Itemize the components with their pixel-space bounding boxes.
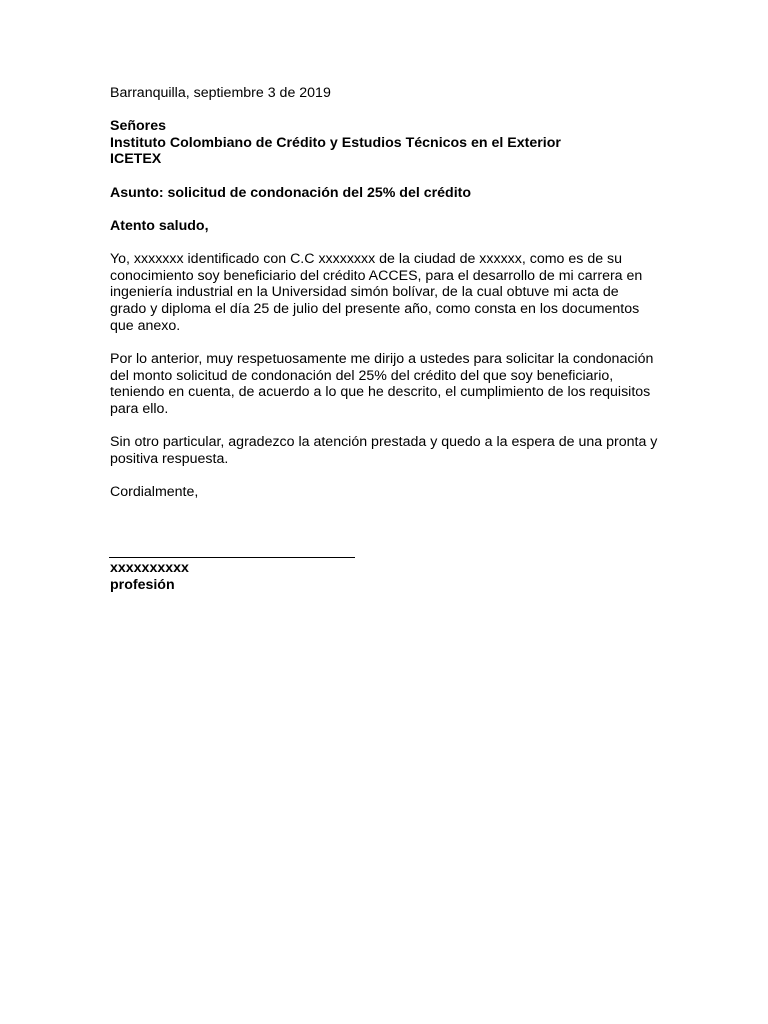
- paragraph-line: positiva respuesta.: [110, 450, 229, 467]
- body-paragraph-2: [110, 351, 670, 418]
- letter-subject: Asunto: solicitud de condonación del 25% del crédito: [110, 185, 472, 201]
- paragraph-line: para ello.: [110, 401, 169, 418]
- paragraph-line: ingeniería industrial en la Universidad simón bolívar, de la cual obtuve mi acta de: [110, 284, 619, 301]
- recipient-acronym: ICETEX: [110, 151, 162, 168]
- recipient-block: [110, 118, 670, 168]
- body-paragraph-3: [110, 434, 670, 467]
- recipient-salutation: Señores: [110, 118, 166, 134]
- paragraph-line: Sin otro particular, agradezco la atención prestada y quedo a la espera de una pronta y: [110, 434, 658, 450]
- letter-greeting: Atento saludo,: [110, 218, 209, 234]
- body-paragraph-1: [110, 251, 670, 335]
- signature-name: xxxxxxxxxx: [110, 560, 189, 576]
- paragraph-line: grado y diploma el día 25 de julio del presente año, como consta en los documentos: [110, 301, 640, 318]
- signature-block: [110, 560, 670, 593]
- signature-title: profesión: [110, 576, 175, 593]
- letter-closing: Cordialmente,: [110, 484, 199, 500]
- paragraph-line: del monto solicitud de condonación del 25% del crédito del que soy beneficiario,: [110, 367, 614, 384]
- paragraph-line: conocimiento soy beneficiario del crédito ACCES, para el desarrollo de mi carrera en: [110, 267, 643, 284]
- recipient-institution: Instituto Colombiano de Crédito y Estudios Técnicos en el Exterior: [110, 134, 561, 151]
- paragraph-line: Yo, xxxxxxx identificado con C.C xxxxxxxx de la ciudad de xxxxxx, como es de su: [110, 251, 623, 267]
- paragraph-line: Por lo anterior, muy respetuosamente me dirijo a ustedes para solicitar la condonación: [110, 351, 654, 367]
- paragraph-line: que anexo.: [110, 317, 181, 334]
- paragraph-line: teniendo en cuenta, de acuerdo a lo que he descrito, el cumplimiento de los requisitos: [110, 384, 651, 401]
- letter-date: Barranquilla, septiembre 3 de 2019: [110, 85, 331, 101]
- signature-line: [109, 557, 355, 558]
